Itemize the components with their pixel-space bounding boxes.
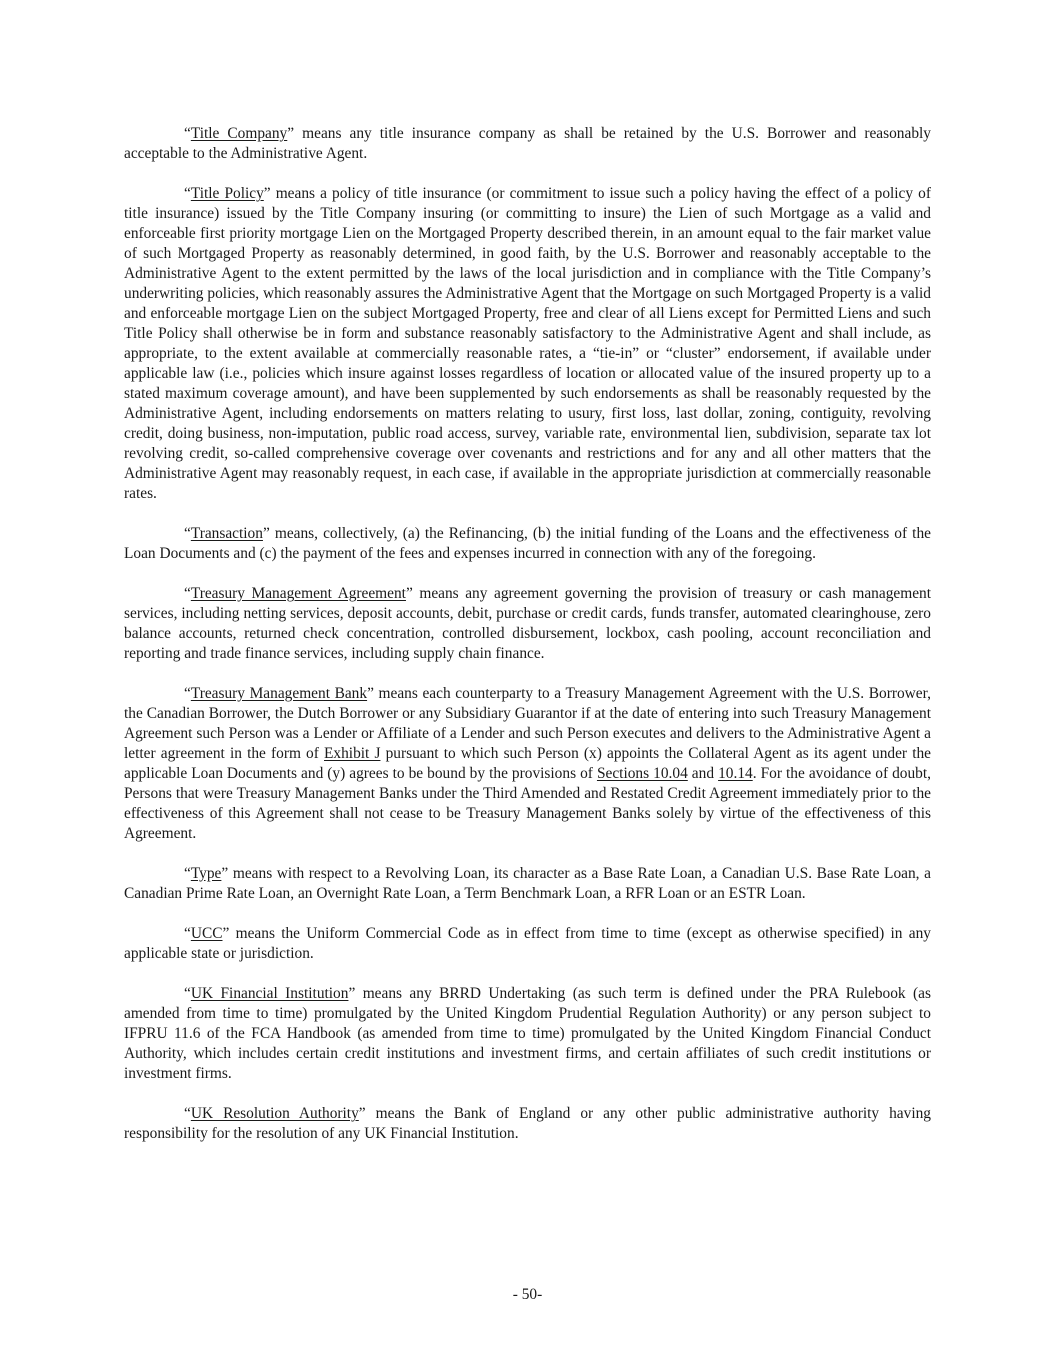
open-quote: “ [184,525,191,542]
definition-uk-resolution-authority [124,1104,931,1144]
defined-term: Title Policy [190,185,264,202]
page-number: - 50- [512,1286,543,1303]
open-quote: “ [184,985,191,1002]
open-quote: “ [184,585,191,602]
open-quote: “ [184,185,191,202]
defined-term: Treasury Management Bank [190,685,368,702]
open-quote: “ [184,125,191,142]
defined-term: Transaction [190,525,263,542]
document-page [124,124,931,1164]
defined-term: UCC [190,925,223,942]
exhibit-reference: Exhibit J [324,745,381,762]
definition-body: ” means, collectively, (a) the Refinancing, (b) the initial funding of the Loans and the effectiveness of the Loan Documents and (c) the payment of the fees and expenses incurred in connection with any of the foregoing. [124,525,931,562]
definition-body: ” means a policy of title insurance (or commitment to issue such a policy having the effect of a policy of title insurance) issued by the Title Company insuring (or committing to insure) the Lien of such Mortgage as a valid and enforceable first priority mortgage Lien on the Mortgaged Property described therein, in an amount equal to the fair market value of such Mortgaged Property as reasonably determined, in good faith, by the U.S. Borrower and reasonably acceptable to the Administrative Agent to the extent permitted by the laws of the local jurisdiction and in compliance with the Title Company’s underwriting policies, which reasonably assures the Administrative Agent that the Mortgage on such Mortgaged Property is a valid and enforceable mortgage Lien on the subject Mortgaged Property, free and clear of all Liens except for Permitted Liens and such Title Policy shall otherwise be in form and substance reasonably satisfactory to the Administrative Agent and shall include, as appropriate, to the extent available at commercially reasonable rates, a “tie-in” or “cluster” endorsement, if available under applicable law (i.e., policies which insure against losses regardless of location or allocated value of the insured property up to a stated maximum coverage amount), and have been supplemented by such endorsements as shall be reasonably requested by the Administrative Agent, including endorsements on matters relating to usury, first loss, last dollar, zoning, contiguity, revolving credit, doing business, non-imputation, public road access, survey, variable rate, environmental lien, subdivision, separate tax lot revolving credit, so-called comprehensive coverage over covenants and restrictions and for any and all other matters that the Administrative Agent may reasonably request, in each case, if available in the appropriate jurisdiction at commercially reasonable rates. [124,185,931,502]
definition-body-part: ” means each counterparty to a Treasury Management Agreement with the U.S. Borrower, the Canadian Borrower, the Dutch Borrower or any Subsidiary Guarantor if at the date of entering into such Treasury Management Agreement such Person was a Lender or Affiliate of a Lender and such Person executes and delivers to the Administrative Agent a letter agreement in the form of [124,685,931,762]
open-quote: “ [184,685,191,702]
definition-treasury-management-bank [124,684,931,844]
open-quote: “ [184,1105,191,1122]
definition-body-part: pursuant to which such Person (x) appoints the Collateral Agent as its agent under the applicable Loan Documents and (y) agrees to be bound by the provisions of [124,745,931,782]
open-quote: “ [184,865,191,882]
definition-transaction [124,524,931,564]
definition-title-company [124,124,931,164]
definition-ucc [124,924,931,964]
definition-body: ” means the Bank of England or any other public administrative authority having responsibility for the resolution of any UK Financial Institution. [124,1105,931,1142]
definition-title-policy [124,184,931,504]
defined-term: UK Resolution Authority [190,1105,359,1122]
definition-body: ” means any BRRD Undertaking (as such term is defined under the PRA Rulebook (as amended from time to time) promulgated by the United Kingdom Prudential Regulation Authority) or any person subject to IFPRU 11.6 of the FCA Handbook (as amended from time to time) promulgated by the United Kingdom Financial Conduct Authority, which includes certain credit institutions and investment firms, and certain affiliates of such credit institutions or investment firms. [124,985,931,1082]
defined-term: Title Company [190,125,288,142]
defined-term: UK Financial Institution [190,985,349,1002]
definition-body: ” means with respect to a Revolving Loan, its character as a Base Rate Loan, a Canadian U.S. Base Rate Loan, a Canadian Prime Rate Loan, an Overnight Rate Loan, a Term Benchmark Loan, a RFR Loan or an ESTR Loan. [124,865,931,902]
defined-term: Treasury Management Agreement [190,585,406,602]
definition-type [124,864,931,904]
defined-term: Type [190,865,222,882]
definition-body: ” means any title insurance company as shall be retained by the U.S. Borrower and reasonably acceptable to the Administrative Agent. [124,125,932,162]
open-quote: “ [184,925,191,942]
definition-body-part: and [687,765,719,782]
definition-body-part: . For the avoidance of doubt, Persons that were Treasury Management Banks under the Third Amended and Restated Credit Agreement immediately prior to the effectiveness of this Agreement shall not cease to be Treasury Management Banks solely by virtue of the effectiveness of this Agreement. [124,765,932,842]
definition-body: ” means the Uniform Commercial Code as in effect from time to time (except as otherwise specified) in any applicable state or jurisdiction. [124,925,931,962]
definition-body: ” means any agreement governing the provision of treasury or cash management services, including netting services, deposit accounts, debit, purchase or credit cards, funds transfer, automated clearinghouse, zero balance accounts, returned check concentration, controlled disbursement, lockbox, cash pooling, account reconciliation and reporting and trade finance services, including supply chain finance. [124,585,931,662]
section-reference: Sections 10.04 [596,765,688,782]
definition-uk-financial-institution [124,984,931,1084]
section-reference: 10.14 [718,765,753,782]
definition-treasury-management-agreement [124,584,931,664]
